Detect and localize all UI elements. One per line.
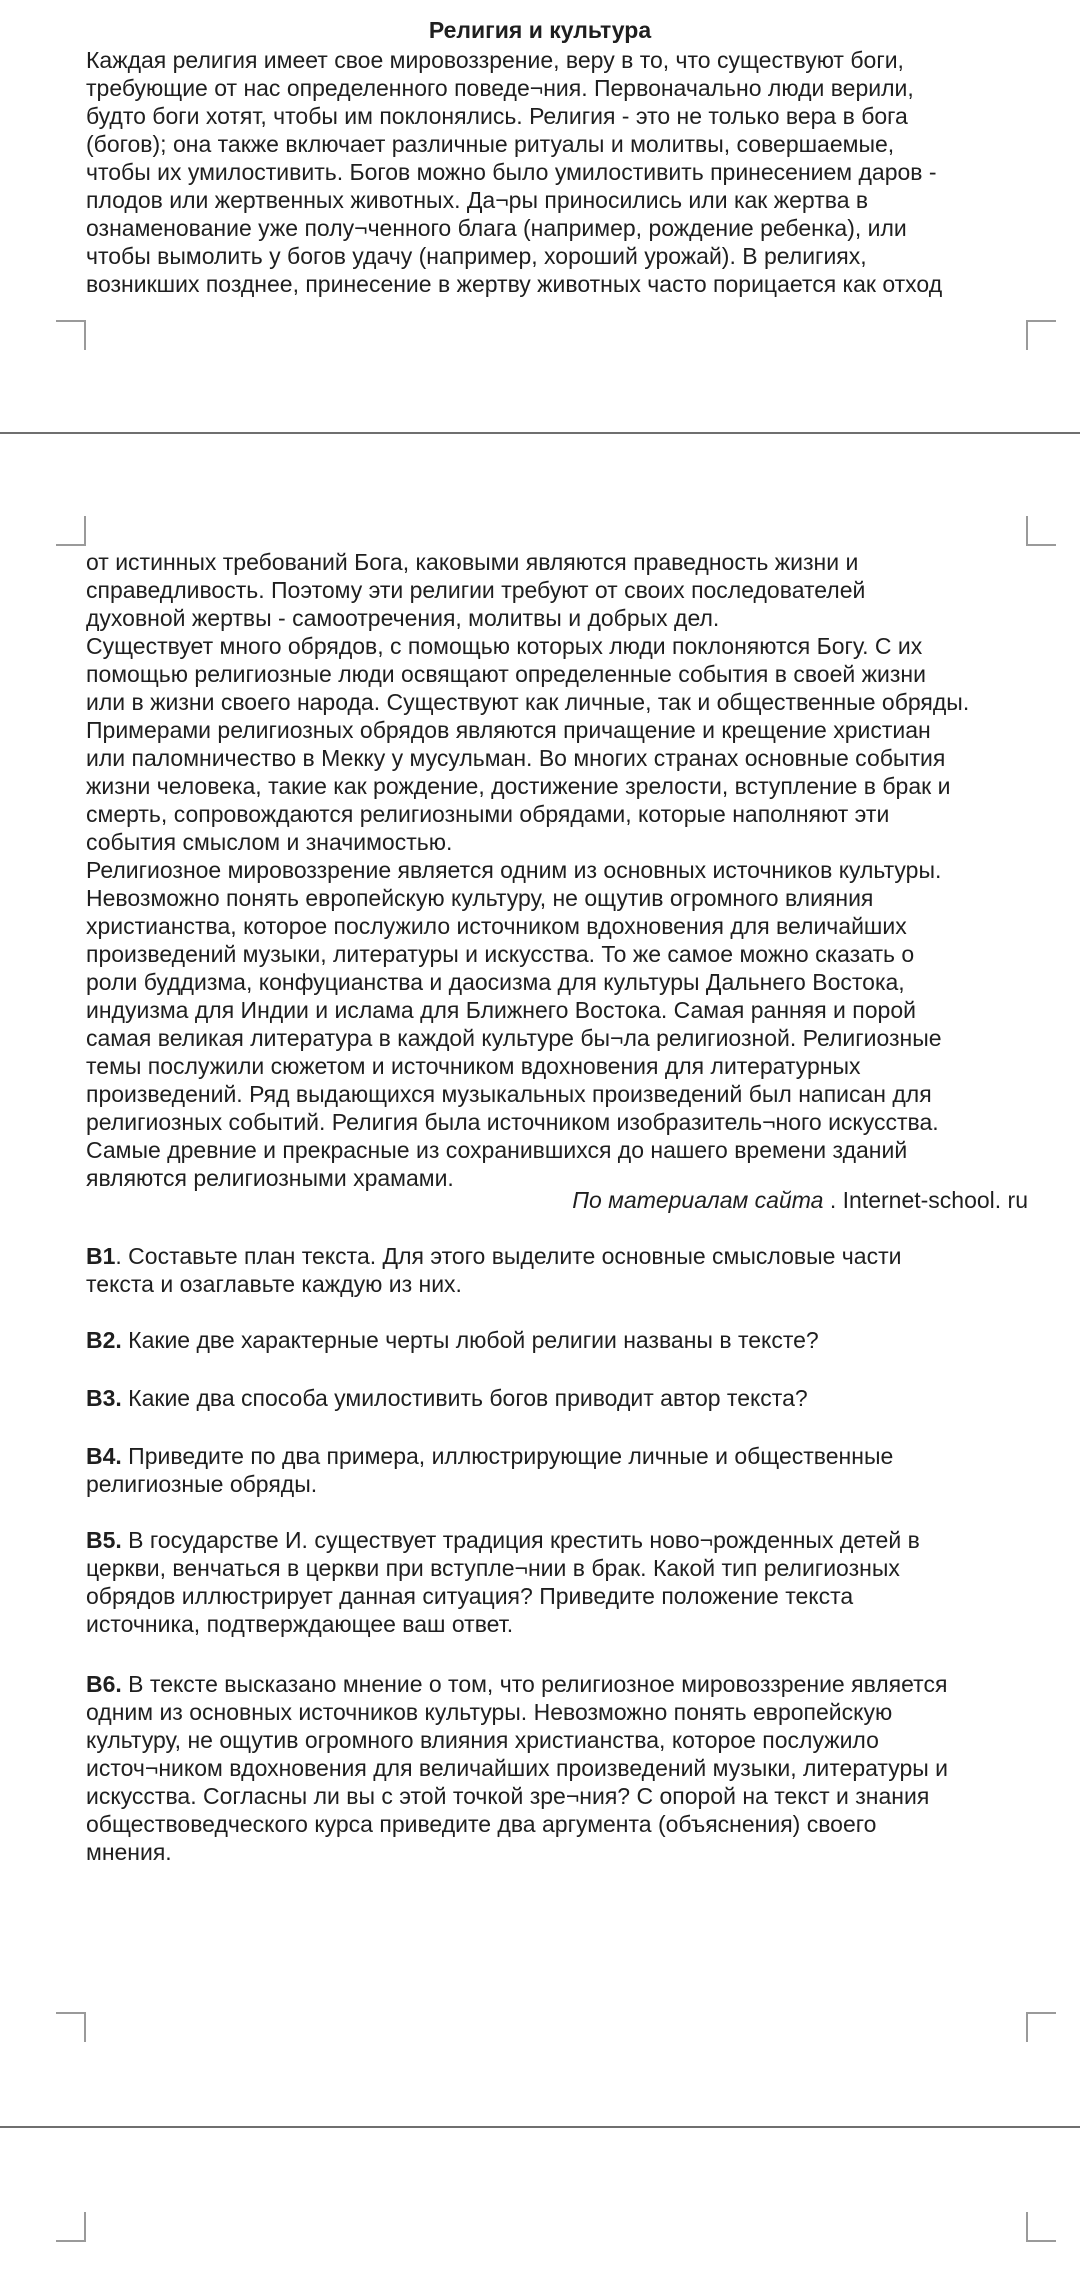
- question-b2: [86, 1326, 1046, 1354]
- source-prefix: По материалам сайта: [572, 1187, 824, 1213]
- question-b5: [86, 1526, 1046, 1638]
- page-corner-mark: [1026, 2012, 1056, 2042]
- question-number: В6.: [86, 1671, 122, 1697]
- question-b4: [86, 1442, 1046, 1498]
- source-site: . Internet-school. ru: [823, 1187, 1028, 1213]
- page-divider: [0, 432, 1080, 434]
- page-corner-mark: [56, 2212, 86, 2242]
- source-citation: [572, 1186, 1028, 1214]
- question-number: В2.: [86, 1327, 122, 1353]
- question-number: В5.: [86, 1527, 122, 1553]
- page-corner-mark: [1026, 516, 1056, 546]
- question-number: В4.: [86, 1443, 122, 1469]
- page-corner-mark: [56, 516, 86, 546]
- question-number: В3.: [86, 1385, 122, 1411]
- paragraph-main: от истинных требований Бога, каковыми являются праведность жизни и справедливость. Поэтому эти религии требуют от своих последователей духовной жертвы - самоотречения, молитвы и добрых дел. Существует много обрядов, с помощью которых люди поклоняются Богу. С их помощью религиозные люди освящают определенные события в своей жизни или в жизни своего народа. Существуют как личные, так и общественные обряды. Примерами религиозных обрядов являются причащение и крещение христиан или паломничество в Мекку у мусульман. Во многих странах основные события жизни человека, такие как рождение, достижение зрелости, вступление в брак и смерть, сопровождаются религиозными обрядами, которые наполняют эти события смыслом и значимостью. Религиозное мировоззрение является одним из основных источников культуры. Невозможно понять европейскую культуру, не ощутив огромного влияния христианства, которое послужило источником вдохновения для величайших произведений музыки, литературы и искусства. То же самое можно сказать о роли буддизма, конфуцианства и даосизма для культуры Дальнего Востока, индуизма для Индии и ислама для Ближнего Востока. Самая ранняя и порой самая великая литература в каждой культуре бы¬ла религиозной. Религиозные темы послужили сюжетом и источником вдохновения для литературных произведений. Ряд выдающихся музыкальных произведений был написан для религиозных событий. Религия была источником изобразитель¬ного искусства. Самые древние и прекрасные из сохранившихся до нашего времени зданий являются религиозными храмами.: [86, 549, 970, 1191]
- question-b6: [86, 1670, 1046, 1866]
- question-b3: [86, 1384, 1046, 1412]
- question-text: В государстве И. существует традиция крестить ново¬рожденных детей в церкви, венчаться в церкви при вступле¬нии в брак. Какой тип религиозных обрядов иллюстрирует данная ситуация? Приведите положение текста источника, подтверждающее ваш ответ.: [86, 1527, 920, 1637]
- question-text: Какие две характерные черты любой религии названы в тексте?: [121, 1327, 819, 1353]
- question-text: В тексте высказано мнение о том, что религиозное мировоззрение является одним из основных источников культуры. Невозможно понять европейскую культуру, не ощутив огромного влияния христианства, которое послужило источ¬ником вдохновения для величайших произведений музыки, литературы и искусства. Согласны ли вы с этой точкой зре¬ния? С опорой на текст и знания обществоведческого курса приведите два аргумента (объяснения) своего мнения.: [86, 1671, 949, 1865]
- question-number: В1: [86, 1243, 116, 1269]
- question-text: Приведите по два примера, иллюстрирующие личные и общественные религиозные обряды.: [86, 1443, 894, 1497]
- page-divider: [0, 2126, 1080, 2128]
- page-corner-mark: [56, 320, 86, 350]
- document-title: Религия и культура: [428, 17, 652, 43]
- question-text: . Составьте план текста. Для этого выделите основные смысловые части текста и озаглавьте каждую из них.: [86, 1243, 902, 1297]
- question-b1: [86, 1242, 1046, 1298]
- page-corner-mark: [56, 2012, 86, 2042]
- page-corner-mark: [1026, 320, 1056, 350]
- paragraph-intro: Каждая религия имеет свое мировоззрение, веру в то, что существуют боги, требующие от нас определенного поведе¬ния. Первоначально люди верили, будто боги хотят, чтобы им поклонялись. Религия - это не только вера в бога (богов); она также включает различные ритуалы и молитвы, совершаемые, чтобы их умилостивить. Богов можно было умилостивить принесением даров - плодов или жертвенных животных. Да¬ры приносились или как жертва в ознаменование уже полу¬ченного блага (например, рождение ребенка), или чтобы вымолить у богов удачу (например, хороший урожай). В религиях, возникших позднее, принесение в жертву животных часто порицается как отход: [86, 47, 943, 297]
- page-corner-mark: [1026, 2212, 1056, 2242]
- question-text: Какие два способа умилостивить богов приводит автор текста?: [121, 1385, 808, 1411]
